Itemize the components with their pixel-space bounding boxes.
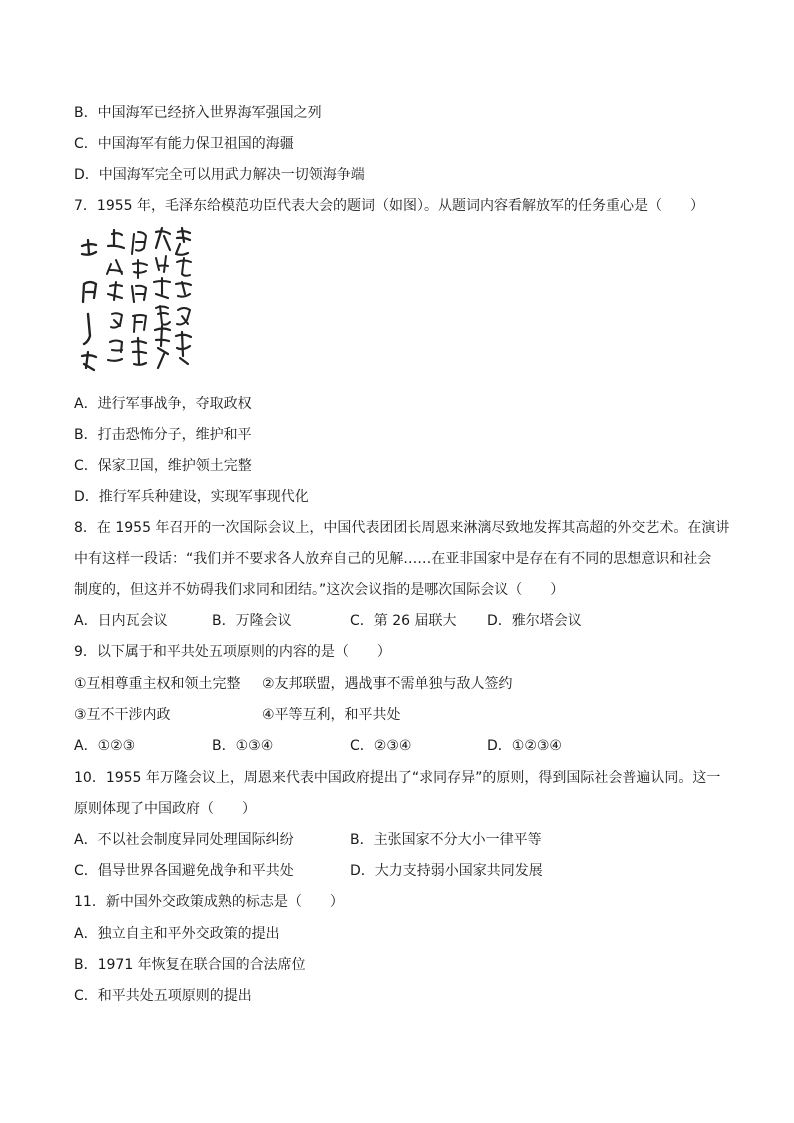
q6-option-b: B．中国海军已经挤入世界海军强国之列 <box>74 105 322 121</box>
q9-item-4: ④平等互利，和平共处 <box>262 707 401 723</box>
q7-option-a: A．进行军事战争，夺取政权 <box>74 396 252 412</box>
q11-stem: 11．新中国外交政策成熟的标志是（ ） <box>74 894 344 910</box>
q11-option-b: B．1971 年恢复在联合国的合法席位 <box>74 957 306 973</box>
q9-item-2: ②友邦联盟，遇战事不需单独与敌人签约 <box>262 676 513 692</box>
q9-option-c: C．②③④ <box>350 738 412 754</box>
q9-item-3: ③互不干涉内政 <box>74 707 171 723</box>
q8-stem-line3: 制度的，但这并不妨碍我们求同和团结。”这次会议指的是哪次国际会议（ ） <box>74 582 565 598</box>
q7-option-d: D．推行军兵种建设，实现军事现代化 <box>74 489 309 505</box>
q10-option-a: A．不以社会制度异同处理国际纠纷 <box>74 832 294 848</box>
q8-option-d: D．雅尔塔会议 <box>487 613 582 629</box>
q8-option-c: C．第 26 届联大 <box>350 613 457 629</box>
q10-option-c: C．倡导世界各国避免战争和平共处 <box>74 863 294 879</box>
q11-option-c: C．和平共处五项原则的提出 <box>74 988 252 1004</box>
q9-option-a: A．①②③ <box>74 738 136 754</box>
mao-inscription-figure <box>78 224 200 384</box>
q8-stem-line2: 中有这样一段话：“我们并不要求各人放弃自己的见解……在亚非国家中是存在有不同的思想意识和社会 <box>74 551 712 567</box>
q9-option-d: D．①②③④ <box>487 738 562 754</box>
q7-option-b: B．打击恐怖分子，维护和平 <box>74 427 252 443</box>
q6-option-c: C．中国海军有能力保卫祖国的海疆 <box>74 136 294 152</box>
q11-option-a: A．独立自主和平外交政策的提出 <box>74 926 280 942</box>
q10-stem-line1: 10．1955 年万隆会议上，周恩来代表中国政府提出了“求同存异”的原则，得到国际社会普遍认同。这一 <box>74 770 721 786</box>
q8-stem-line1: 8．在 1955 年召开的一次国际会议上，中国代表团团长周恩来淋漓尽致地发挥其高超的外交艺术。在演讲 <box>74 520 730 536</box>
q8-option-b: B．万隆会议 <box>212 613 292 629</box>
q9-option-b: B．①③④ <box>212 738 274 754</box>
q9-stem: 9．以下属于和平共处五项原则的内容的是（ ） <box>74 644 391 660</box>
q8-option-a: A．日内瓦会议 <box>74 613 168 629</box>
q7-stem: 7．1955 年，毛泽东给模范功臣代表大会的题词（如图）。从题词内容看解放军的任务重心是（ ） <box>74 198 704 214</box>
q7-option-c: C．保家卫国，维护领土完整 <box>74 458 252 474</box>
q10-stem-line2: 原则体现了中国政府（ ） <box>74 801 256 817</box>
q10-option-d: D．大力支持弱小国家共同发展 <box>350 863 543 879</box>
calligraphy-inscription-image <box>78 224 200 384</box>
q6-option-d: D．中国海军完全可以用武力解决一切领海争端 <box>74 167 365 183</box>
q10-option-b: B．主张国家不分大小一律平等 <box>350 832 542 848</box>
q9-item-1: ①互相尊重主权和领土完整 <box>74 676 241 692</box>
